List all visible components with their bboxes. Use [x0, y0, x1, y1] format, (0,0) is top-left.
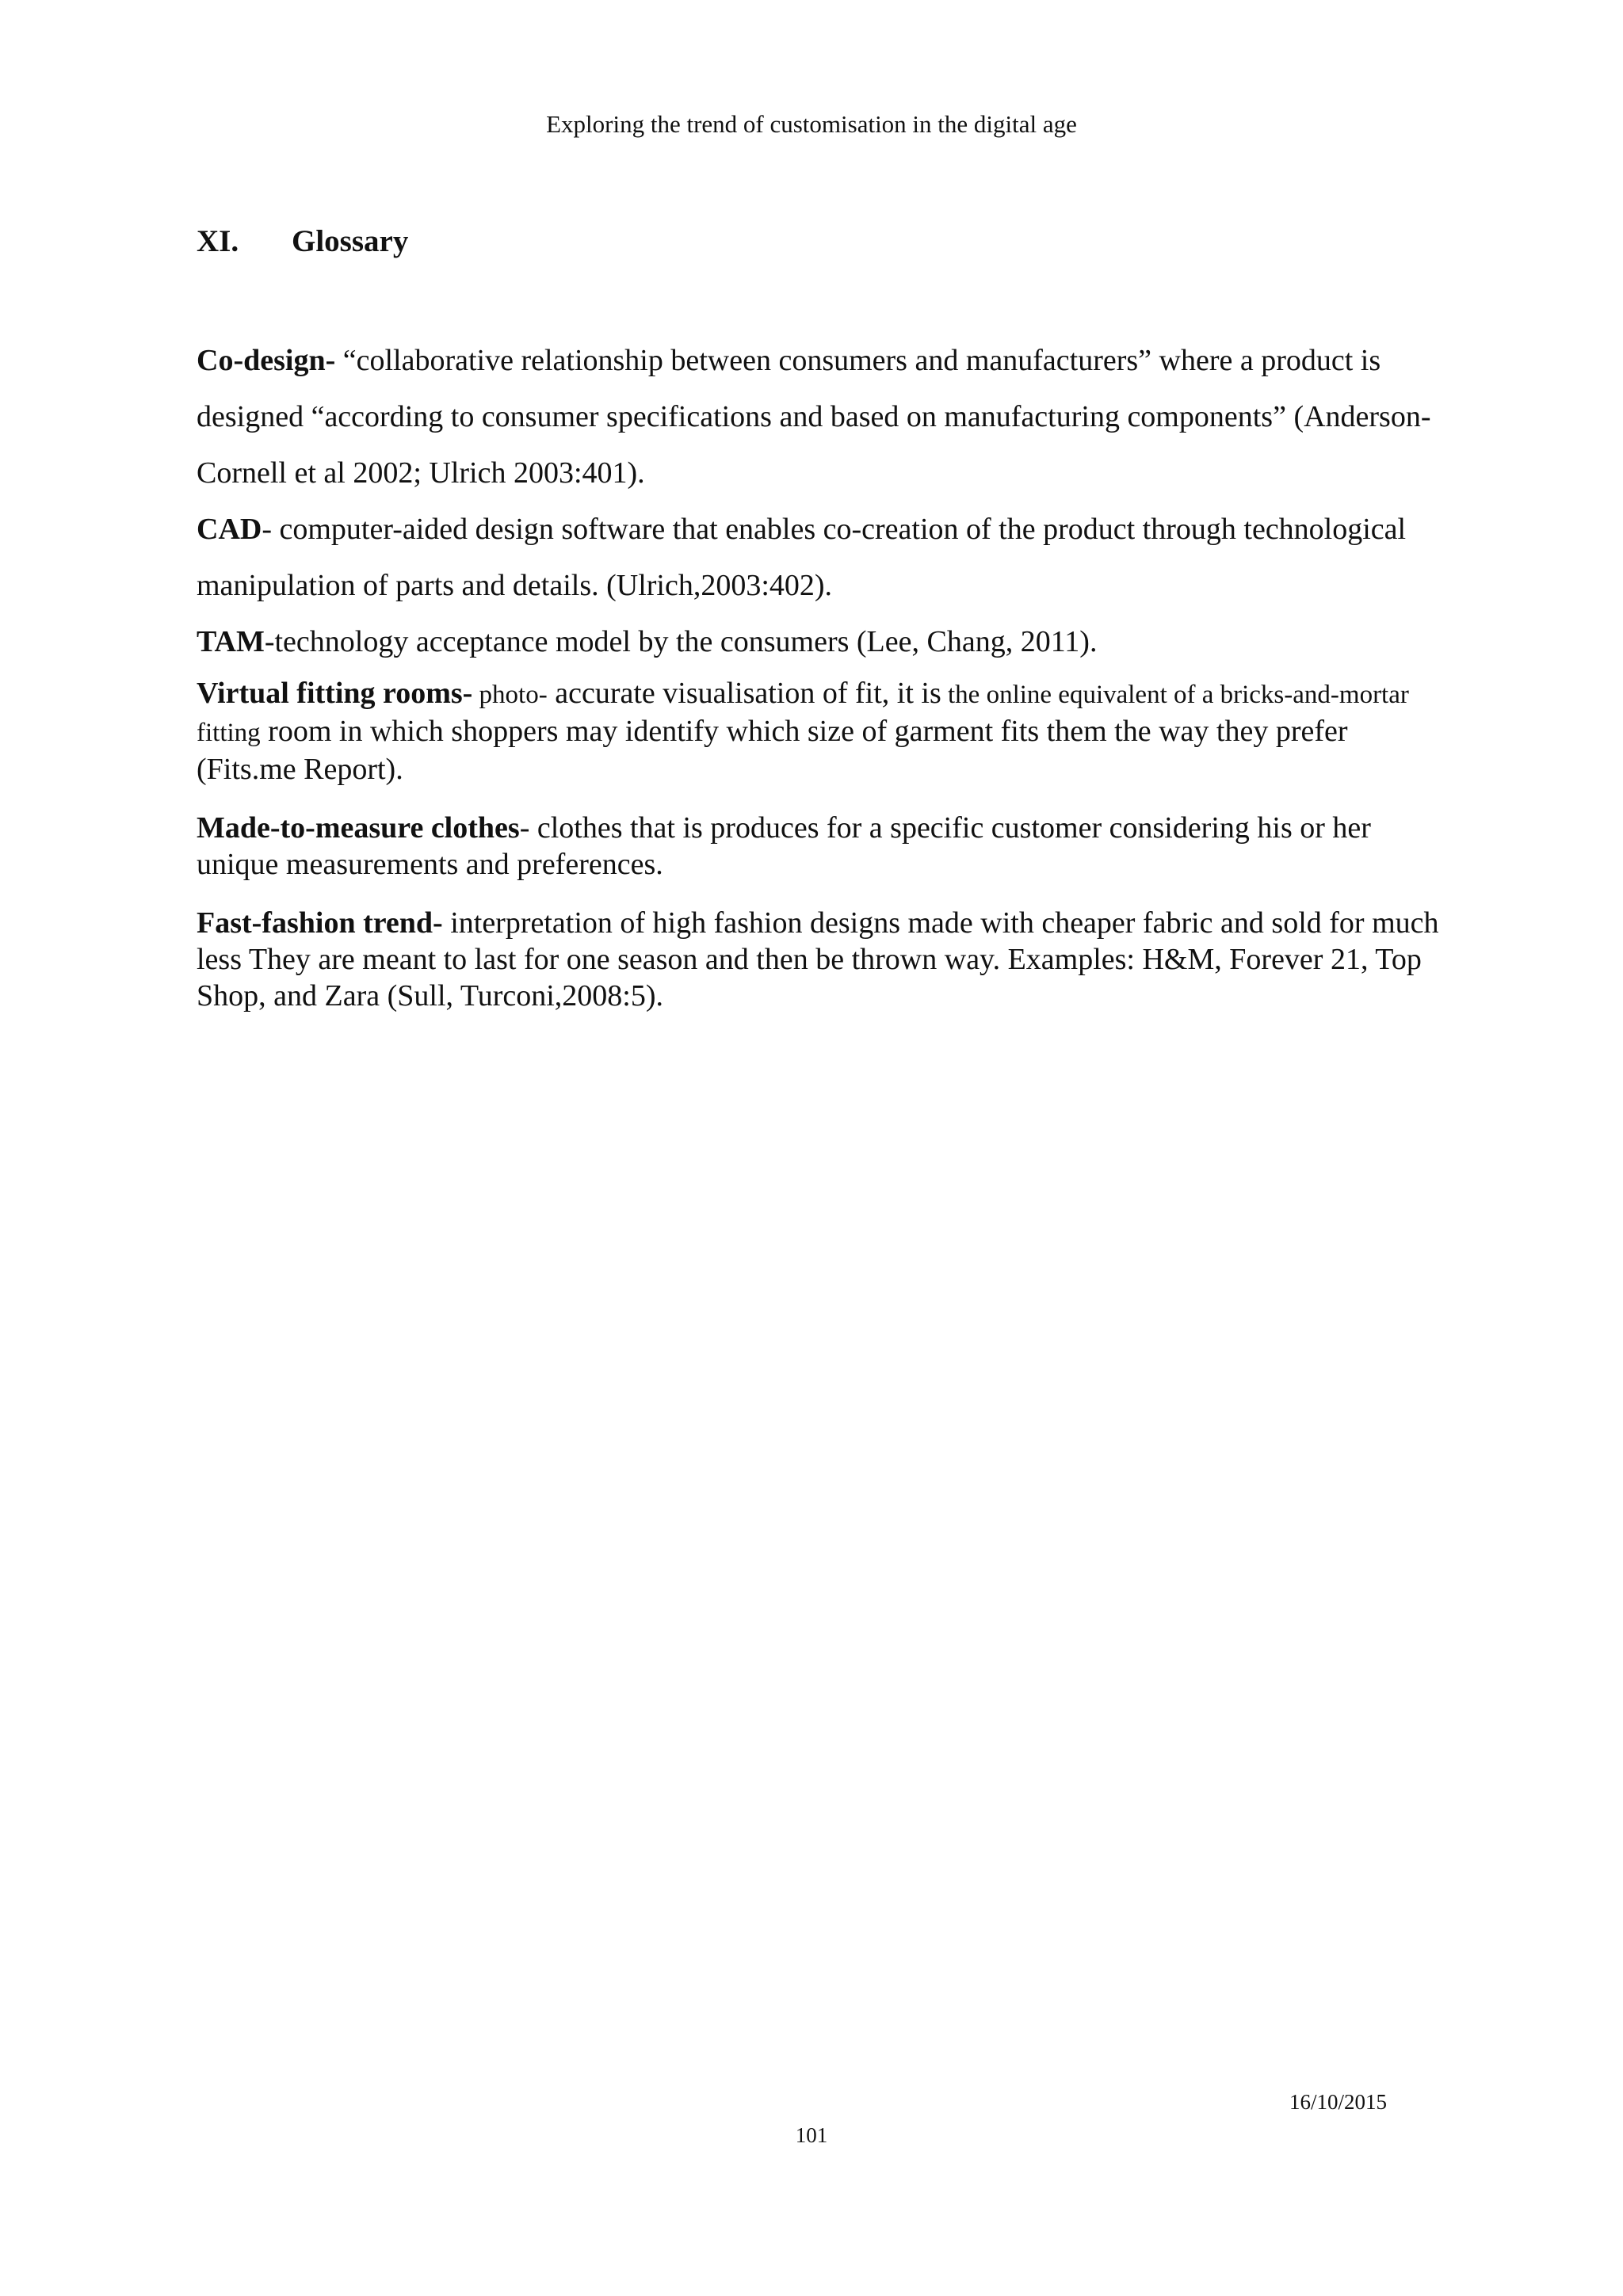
glossary-term: CAD [197, 513, 262, 546]
glossary-definition-part: room in which shoppers may identify which size of garment fits them the way they prefer (Fits.me Report). [197, 715, 1348, 786]
glossary-definition-part: accurate visualisation of fit, it is [547, 677, 941, 710]
glossary-definition-part: the online equivalent of a bricks-and-mortar fitting [197, 681, 1409, 747]
glossary-term: Made-to-measure clothes [197, 811, 520, 845]
glossary-entry-made-to-measure [197, 810, 1441, 883]
glossary-entry-cad [197, 502, 1441, 614]
glossary-term: Co-design- [197, 344, 336, 377]
glossary-term: Virtual fitting rooms- [197, 677, 473, 710]
glossary-definition: -technology acceptance model by the consumers (Lee, Chang, 2011). [264, 625, 1098, 658]
section-number: XI. [197, 224, 239, 258]
glossary-list [197, 333, 1441, 1014]
glossary-entry-fast-fashion [197, 905, 1441, 1014]
glossary-entry-tam [197, 614, 1441, 670]
glossary-term: TAM [197, 625, 265, 658]
glossary-definition: - computer-aided design software that enables co-creation of the product through technological manipulation of parts and details. (Ulrich,2003:402). [197, 513, 1407, 602]
glossary-definition-part: photo- [472, 681, 548, 709]
page-number: 101 [795, 2123, 828, 2147]
section-title: Glossary [292, 224, 409, 258]
glossary-definition: - clothes that is produces for a specific customer considering his or her unique measurements and preferences. [197, 811, 1371, 881]
running-header: Exploring the trend of customisation in the digital age [546, 110, 1077, 138]
glossary-term: Fast-fashion trend- [197, 906, 443, 940]
footer-date: 16/10/2015 [1289, 2090, 1387, 2114]
section-heading [197, 222, 408, 261]
glossary-entry-virtual-fitting-rooms [197, 675, 1441, 788]
glossary-definition: interpretation of high fashion designs made with cheaper fabric and sold for much less They are meant to last for one season and then be thrown way. Examples: H&M, Forever 21, Top Shop, and Zara (Sull, Turconi,2008:5). [197, 906, 1439, 1013]
glossary-definition: “collaborative relationship between consumers and manufacturers” where a product is designed “according to consumer specifications and based on manufacturing components” (Anderson-Cornell et al 2002; Ulrich 2003:401). [197, 344, 1431, 490]
glossary-entry-co-design [197, 333, 1441, 502]
